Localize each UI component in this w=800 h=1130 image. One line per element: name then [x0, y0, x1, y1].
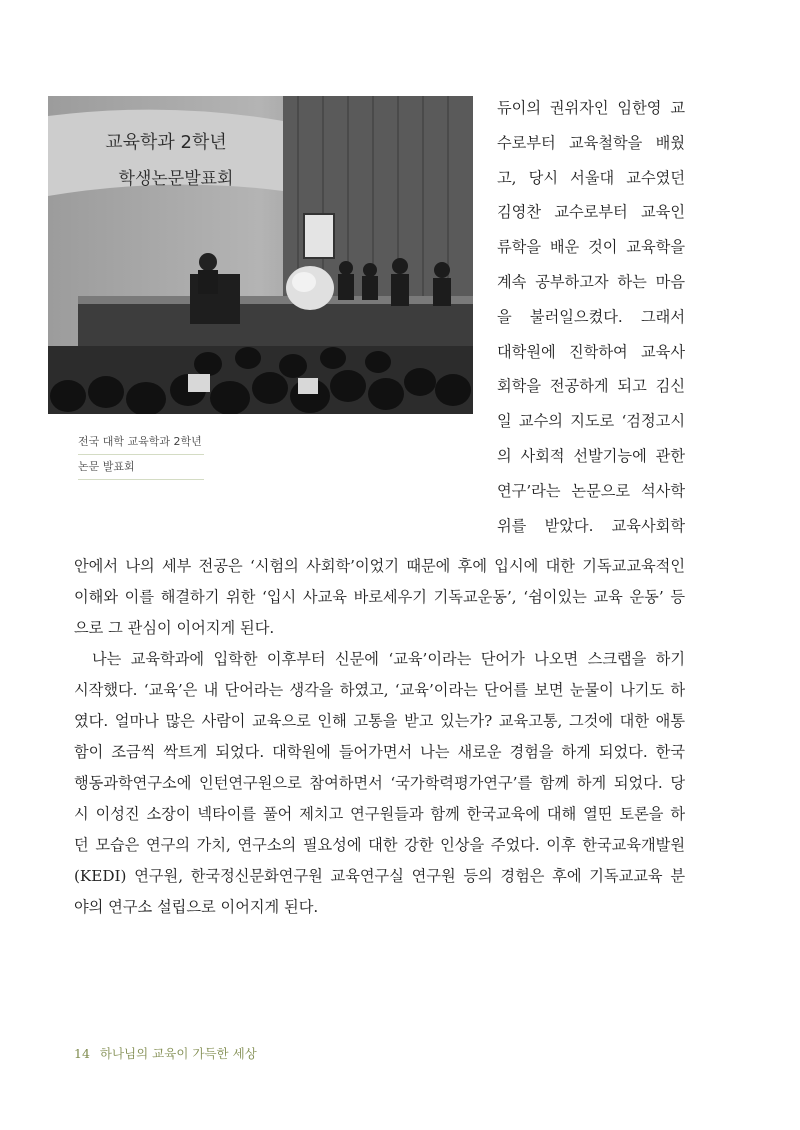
side-line: 대학원에 진학하여 교육사: [497, 342, 685, 361]
body-line: 야의 연구소 설립으로 이어지게 된다.: [74, 898, 319, 916]
side-line: 고, 당시 서울대 교수였던: [497, 168, 685, 187]
body-line: 안에서 나의 세부 전공은 ‘시험의 사회학’이었기 때문에 후에 입시에 대한 기독교교육적인: [74, 557, 685, 575]
body-line: 시작했다. ‘교육’은 내 단어라는 생각을 하였고, ‘교육’이라는 단어를 보면 눈물이 나기도 하: [74, 681, 685, 699]
body-text: [74, 551, 685, 923]
banner-line-1: 교육학과 2학년: [105, 132, 227, 153]
body-line: 이해와 이를 해결하기 위한 ‘입시 사교육 바로세우기 기독교운동’, ‘쉼이있는 교육 운동’ 등: [74, 588, 685, 606]
body-line: 시 이성진 소장이 넥타이를 풀어 제치고 연구원들과 함께 한국교육에 대해 열띤 토론을 하: [74, 805, 685, 823]
side-line: 연구’라는 논문으로 석사학: [497, 481, 685, 500]
caption-line-1: 전국 대학 교육학과 2학년: [78, 430, 204, 455]
body-line: 나는 교육학과에 입학한 이후부터 신문에 ‘교육’이라는 단어가 나오면 스크랩을 하기: [92, 650, 685, 668]
body-line: 으로 그 관심이 이어지게 된다.: [74, 619, 275, 637]
side-line: 일 교수의 지도로 ‘검정고시: [497, 412, 685, 431]
side-line: 위를 받았다. 교육사회학: [497, 516, 685, 535]
body-line: (KEDI) 연구원, 한국정신문화연구원 교육연구실 연구원 등의 경험은 후에 기독교교육 분: [74, 867, 685, 885]
caption-line-2: 논문 발표회: [78, 455, 204, 480]
side-text-column: [497, 91, 685, 543]
side-line: 류학을 배운 것이 교육학을: [497, 238, 685, 257]
page-number: 14: [74, 1046, 90, 1061]
body-line: 행동과학연구소에 인턴연구원으로 참여하면서 ‘국가학력평가연구’를 함께 하게 되었다. 당: [74, 774, 685, 792]
body-line: 였다. 얼마나 많은 사람이 교육으로 인해 고통을 받고 있는가? 교육고통, 그것에 대한 애통: [74, 712, 685, 730]
side-line: 계속 공부하고자 하는 마음: [497, 272, 685, 291]
side-line: 을 불러일으켰다. 그래서: [497, 307, 685, 326]
photo-caption: [78, 430, 204, 480]
side-line: 수로부터 교육철학을 배웠: [497, 133, 685, 152]
side-line: 듀이의 권위자인 임한영 교: [497, 99, 685, 117]
body-line: 던 모습은 연구의 가치, 연구소의 필요성에 대한 강한 인상을 주었다. 이후 한국교육개발원: [74, 836, 685, 854]
lecture-photo: [48, 96, 473, 414]
banner-line-2: 학생논문발표회: [118, 169, 234, 189]
body-line: 함이 조금씩 싹트게 되었다. 대학원에 들어가면서 나는 새로운 경험을 하게 되었다. 한국: [74, 743, 685, 761]
side-line: 의 사회적 선발기능에 관한: [497, 446, 685, 465]
page-footer: [74, 1044, 257, 1062]
side-line: 회학을 전공하게 되고 김신: [497, 377, 685, 396]
photo-scene: [48, 96, 473, 414]
book-title: 하나님의 교육이 가득한 세상: [99, 1046, 257, 1061]
side-line: 김영찬 교수로부터 교육인: [497, 203, 685, 222]
